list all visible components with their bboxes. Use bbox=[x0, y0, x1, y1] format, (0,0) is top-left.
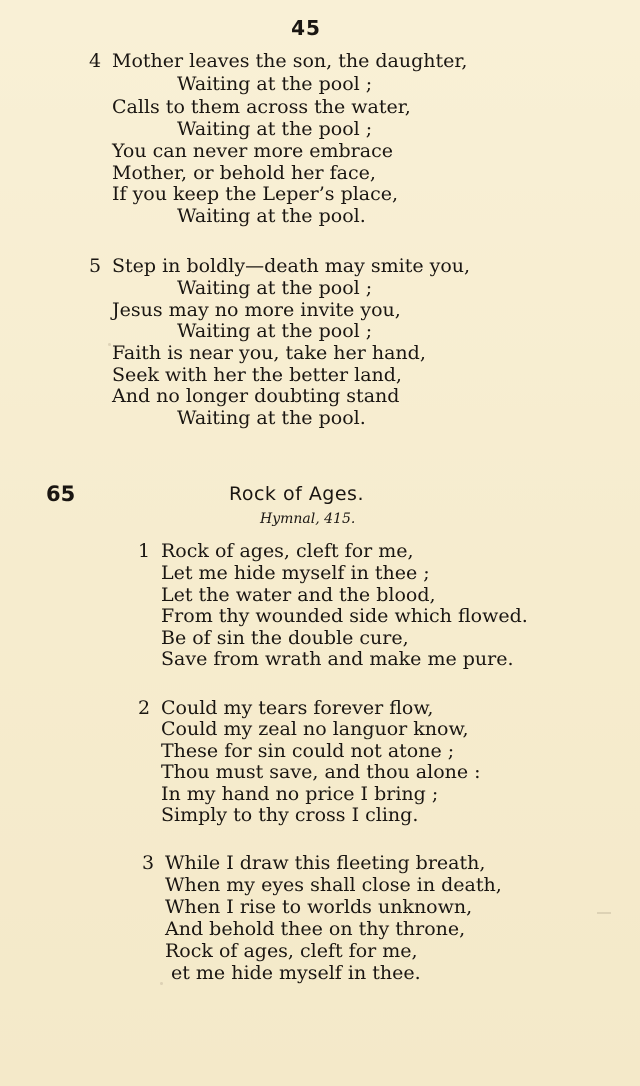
stanza-line: While I draw this fleeting breath, bbox=[165, 852, 486, 874]
stanza-line: Jesus may no more invite you, bbox=[112, 299, 401, 321]
stanza-number: 4 bbox=[89, 50, 102, 72]
stanza-line: Step in boldly—death may smite you, bbox=[112, 255, 471, 277]
stanza-line: And behold thee on thy throne, bbox=[165, 918, 466, 940]
stanza-number: 5 bbox=[89, 255, 102, 277]
stanza-line: Mother leaves the son, the daughter, bbox=[112, 50, 468, 72]
stanza-line: Let the water and the blood, bbox=[161, 584, 436, 606]
stanza-line: Simply to thy cross I cling. bbox=[161, 804, 419, 826]
stanza-line: Save from wrath and make me pure. bbox=[161, 648, 514, 670]
hymn-number: 65 bbox=[46, 482, 76, 506]
ink-speck bbox=[108, 343, 111, 346]
margin-mark bbox=[597, 912, 611, 914]
stanza-line: Waiting at the pool ; bbox=[177, 73, 373, 95]
stanza-number: 3 bbox=[142, 852, 155, 874]
stanza-line: In my hand no price I bring ; bbox=[161, 783, 439, 805]
page-number: 45 bbox=[291, 16, 321, 40]
stanza-line: Waiting at the pool. bbox=[177, 407, 366, 429]
stanza-line: Could my zeal no languor know, bbox=[161, 718, 469, 740]
stanza-line: When my eyes shall close in death, bbox=[165, 874, 502, 896]
stanza-number: 1 bbox=[138, 540, 151, 562]
stanza-line: Mother, or behold her face, bbox=[112, 162, 376, 184]
stanza-line: When I rise to worlds unknown, bbox=[165, 896, 473, 918]
stanza-line: Calls to them across the water, bbox=[112, 96, 411, 118]
stanza-line: These for sin could not atone ; bbox=[161, 740, 455, 762]
stanza-line: And no longer doubting stand bbox=[112, 385, 400, 407]
stanza-line: Waiting at the pool ; bbox=[177, 277, 373, 299]
stanza-line: Thou must save, and thou alone : bbox=[161, 761, 481, 783]
stanza-line: et me hide myself in thee. bbox=[171, 962, 421, 984]
stanza-line: From thy wounded side which flowed. bbox=[161, 605, 528, 627]
stanza-line: Be of sin the double cure, bbox=[161, 627, 409, 649]
stanza-line: You can never more embrace bbox=[112, 140, 393, 162]
stanza-line: Waiting at the pool ; bbox=[177, 118, 373, 140]
stanza-line: Let me hide myself in thee ; bbox=[161, 562, 430, 584]
stanza-line: Rock of ages, cleft for me, bbox=[165, 940, 418, 962]
stanza-line: Could my tears forever flow, bbox=[161, 697, 434, 719]
stanza-line: Waiting at the pool. bbox=[177, 205, 366, 227]
ink-speck bbox=[160, 982, 163, 985]
hymnal-reference: Hymnal, 415. bbox=[260, 511, 356, 527]
stanza-line: Seek with her the better land, bbox=[112, 364, 402, 386]
stanza-line: Faith is near you, take her hand, bbox=[112, 342, 426, 364]
stanza-line: Rock of ages, cleft for me, bbox=[161, 540, 414, 562]
stanza-number: 2 bbox=[138, 697, 151, 719]
hymn-title: Rock of Ages. bbox=[229, 483, 365, 505]
stanza-line: Waiting at the pool ; bbox=[177, 320, 373, 342]
stanza-line: If you keep the Leper’s place, bbox=[112, 183, 399, 205]
